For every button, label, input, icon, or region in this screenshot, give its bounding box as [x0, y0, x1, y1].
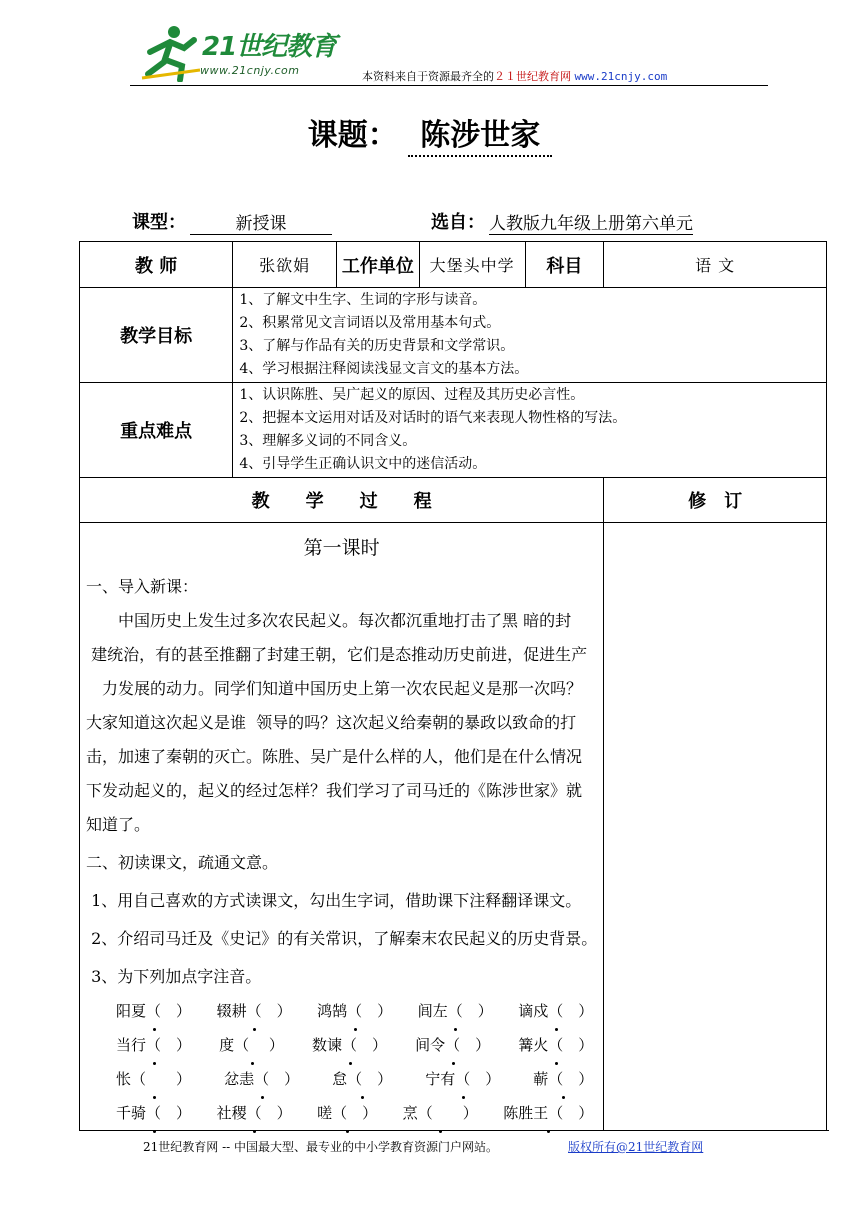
- subject-value: 语 文: [604, 242, 827, 288]
- process-content: [80, 523, 604, 1131]
- lesson-type-label: 课型：: [132, 212, 186, 233]
- key-points-row: [80, 383, 827, 478]
- source-value: 人教版九年级上册第六单元: [489, 209, 693, 235]
- intro-paragraph: [86, 604, 597, 842]
- pinyin-item: 陈胜王（ ）: [503, 1096, 593, 1130]
- teacher-label: 教 师: [80, 242, 233, 288]
- pinyin-row: [86, 1062, 597, 1096]
- revise-content: [604, 523, 827, 1131]
- goals-row: [80, 288, 827, 383]
- key-point-item: 1、认识陈胜、吴广起义的原因、过程及其历史必言性。: [239, 387, 585, 403]
- lesson-plan-table: [79, 241, 827, 1131]
- goal-item: 4、学习根据注释阅读浅显文言文的基本方法。: [239, 361, 529, 377]
- goals-list: [233, 288, 827, 383]
- header-rule: [130, 85, 768, 86]
- key-point-item: 4、引导学生正确认识文中的迷信活动。: [239, 456, 487, 472]
- footer-copyright-link[interactable]: 版权所有@21世纪教育网: [568, 1140, 704, 1154]
- pinyin-item: 间令（ ）: [415, 1028, 490, 1062]
- pinyin-item: 阳夏（ ）: [116, 994, 191, 1028]
- pinyin-item: 蕲（ ）: [533, 1062, 593, 1096]
- section-read-heading: 二、初读课文，疏通文意。: [86, 853, 279, 872]
- pinyin-item: 宁有（ ）: [425, 1062, 500, 1096]
- teacher-row: [80, 242, 827, 288]
- intro-line: 中国历史上发生过多次农民起义。每次都沉重地打击了黑 暗的封: [86, 611, 572, 630]
- pinyin-item: 数谏（ ）: [312, 1028, 387, 1062]
- process-header-row: [80, 478, 827, 523]
- intro-line: 击，加速了秦朝的灭亡。陈胜、吴广是什么样的人，他们是在什么情况: [86, 747, 583, 766]
- goal-item: 2、积累常见文言词语以及常用基本句式。: [239, 315, 501, 331]
- intro-line: 下发动起义的，起义的经过怎样？我们学习了司马迁的《陈涉世家》就: [86, 781, 583, 800]
- logo-text: 21世纪教育: [202, 32, 337, 62]
- step-2: 2、介绍司马迁及《史记》的有关常识，了解秦末农民起义的历史背景。: [86, 929, 598, 948]
- unit-value: 大堡头中学: [419, 242, 525, 288]
- lesson-type-value: 新授课: [190, 209, 332, 235]
- key-point-item: 2、把握本文运用对话及对话时的语气来表现人物性格的写法。: [239, 410, 627, 426]
- goals-label: 教学目标: [80, 288, 233, 383]
- pinyin-item: 篝火（ ）: [518, 1028, 593, 1062]
- source-label: 选自：: [431, 212, 485, 233]
- key-point-item: 3、理解多义词的不同含义。: [239, 433, 417, 449]
- title-subject: 陈涉世家: [408, 118, 552, 157]
- tagline-prefix: 本资料来自于资源最齐全的: [362, 70, 494, 83]
- process-label: 教 学 过 程: [80, 478, 604, 523]
- pinyin-item: 度（ ）: [219, 1028, 284, 1062]
- pinyin-row: [86, 1028, 597, 1062]
- intro-line: 建统治，有的甚至推翻了封建王朝，它们是态推动历史前进，促进生产: [86, 645, 588, 664]
- key-points-label: 重点难点: [80, 383, 233, 478]
- goal-item: 3、了解与作品有关的历史背景和文学常识。: [239, 338, 515, 354]
- pinyin-item: 千骑（ ）: [116, 1096, 191, 1130]
- site-logo: [140, 22, 340, 84]
- process-body-row: [80, 523, 827, 1131]
- tagline-brand[interactable]: ２１世纪教育网: [494, 70, 571, 83]
- section-intro-heading: 一、导入新课：: [86, 577, 199, 596]
- header-tagline: [362, 68, 667, 84]
- runner-logo-icon: [140, 22, 202, 82]
- title-prefix: 课题：: [307, 118, 398, 153]
- pinyin-item: 谪戍（ ）: [518, 994, 593, 1028]
- pinyin-item: 怠（ ）: [332, 1062, 392, 1096]
- page-title: [0, 110, 860, 154]
- step-1: 1、用自己喜欢的方式读课文，勾出生字词，借助课下注释翻译课文。: [86, 891, 582, 910]
- step-3: 3、为下列加点字注音。: [86, 967, 262, 986]
- lesson-title: 第一课时: [303, 537, 380, 559]
- pinyin-item: 鸿鹄（ ）: [317, 994, 392, 1028]
- unit-label: 工作单位: [336, 242, 419, 288]
- pinyin-item: 怅（ ）: [116, 1062, 191, 1096]
- key-points-list: [233, 383, 827, 478]
- tagline-url[interactable]: www.21cnjy.com: [574, 70, 668, 83]
- pinyin-item: 闾左（ ）: [418, 994, 493, 1028]
- logo-url: www.21cnjy.com: [200, 64, 300, 77]
- pinyin-exercise: [86, 994, 597, 1130]
- intro-line: 力发展的动力。同学们知道中国历史上第一次农民起义是那一次吗？: [86, 679, 583, 698]
- subject-label: 科目: [525, 242, 604, 288]
- intro-line: 知道了。: [86, 815, 151, 834]
- pinyin-item: 辍耕（ ）: [217, 994, 292, 1028]
- intro-line: 大家知道这次起义是谁 领导的吗？这次起义给秦朝的暴政以致命的打: [86, 713, 577, 732]
- teacher-value: 张欲娟: [233, 242, 337, 288]
- pinyin-item: 忿恚（ ）: [224, 1062, 299, 1096]
- pinyin-item: 烹（ ）: [403, 1096, 478, 1130]
- pinyin-item: 当行（ ）: [116, 1028, 191, 1062]
- footer-text: 21世纪教育网 -- 中国最大型、最专业的中小学教育资源门户网站。: [143, 1140, 499, 1154]
- pinyin-item: 嗟（ ）: [317, 1096, 377, 1130]
- goal-item: 1、了解文中生字、生词的字形与读音。: [239, 292, 487, 308]
- revise-label: 修 订: [604, 478, 827, 523]
- footer-rule: [125, 1130, 829, 1131]
- pinyin-row: [86, 1096, 597, 1130]
- pinyin-item: 社稷（ ）: [217, 1096, 292, 1130]
- pinyin-row: [86, 994, 597, 1028]
